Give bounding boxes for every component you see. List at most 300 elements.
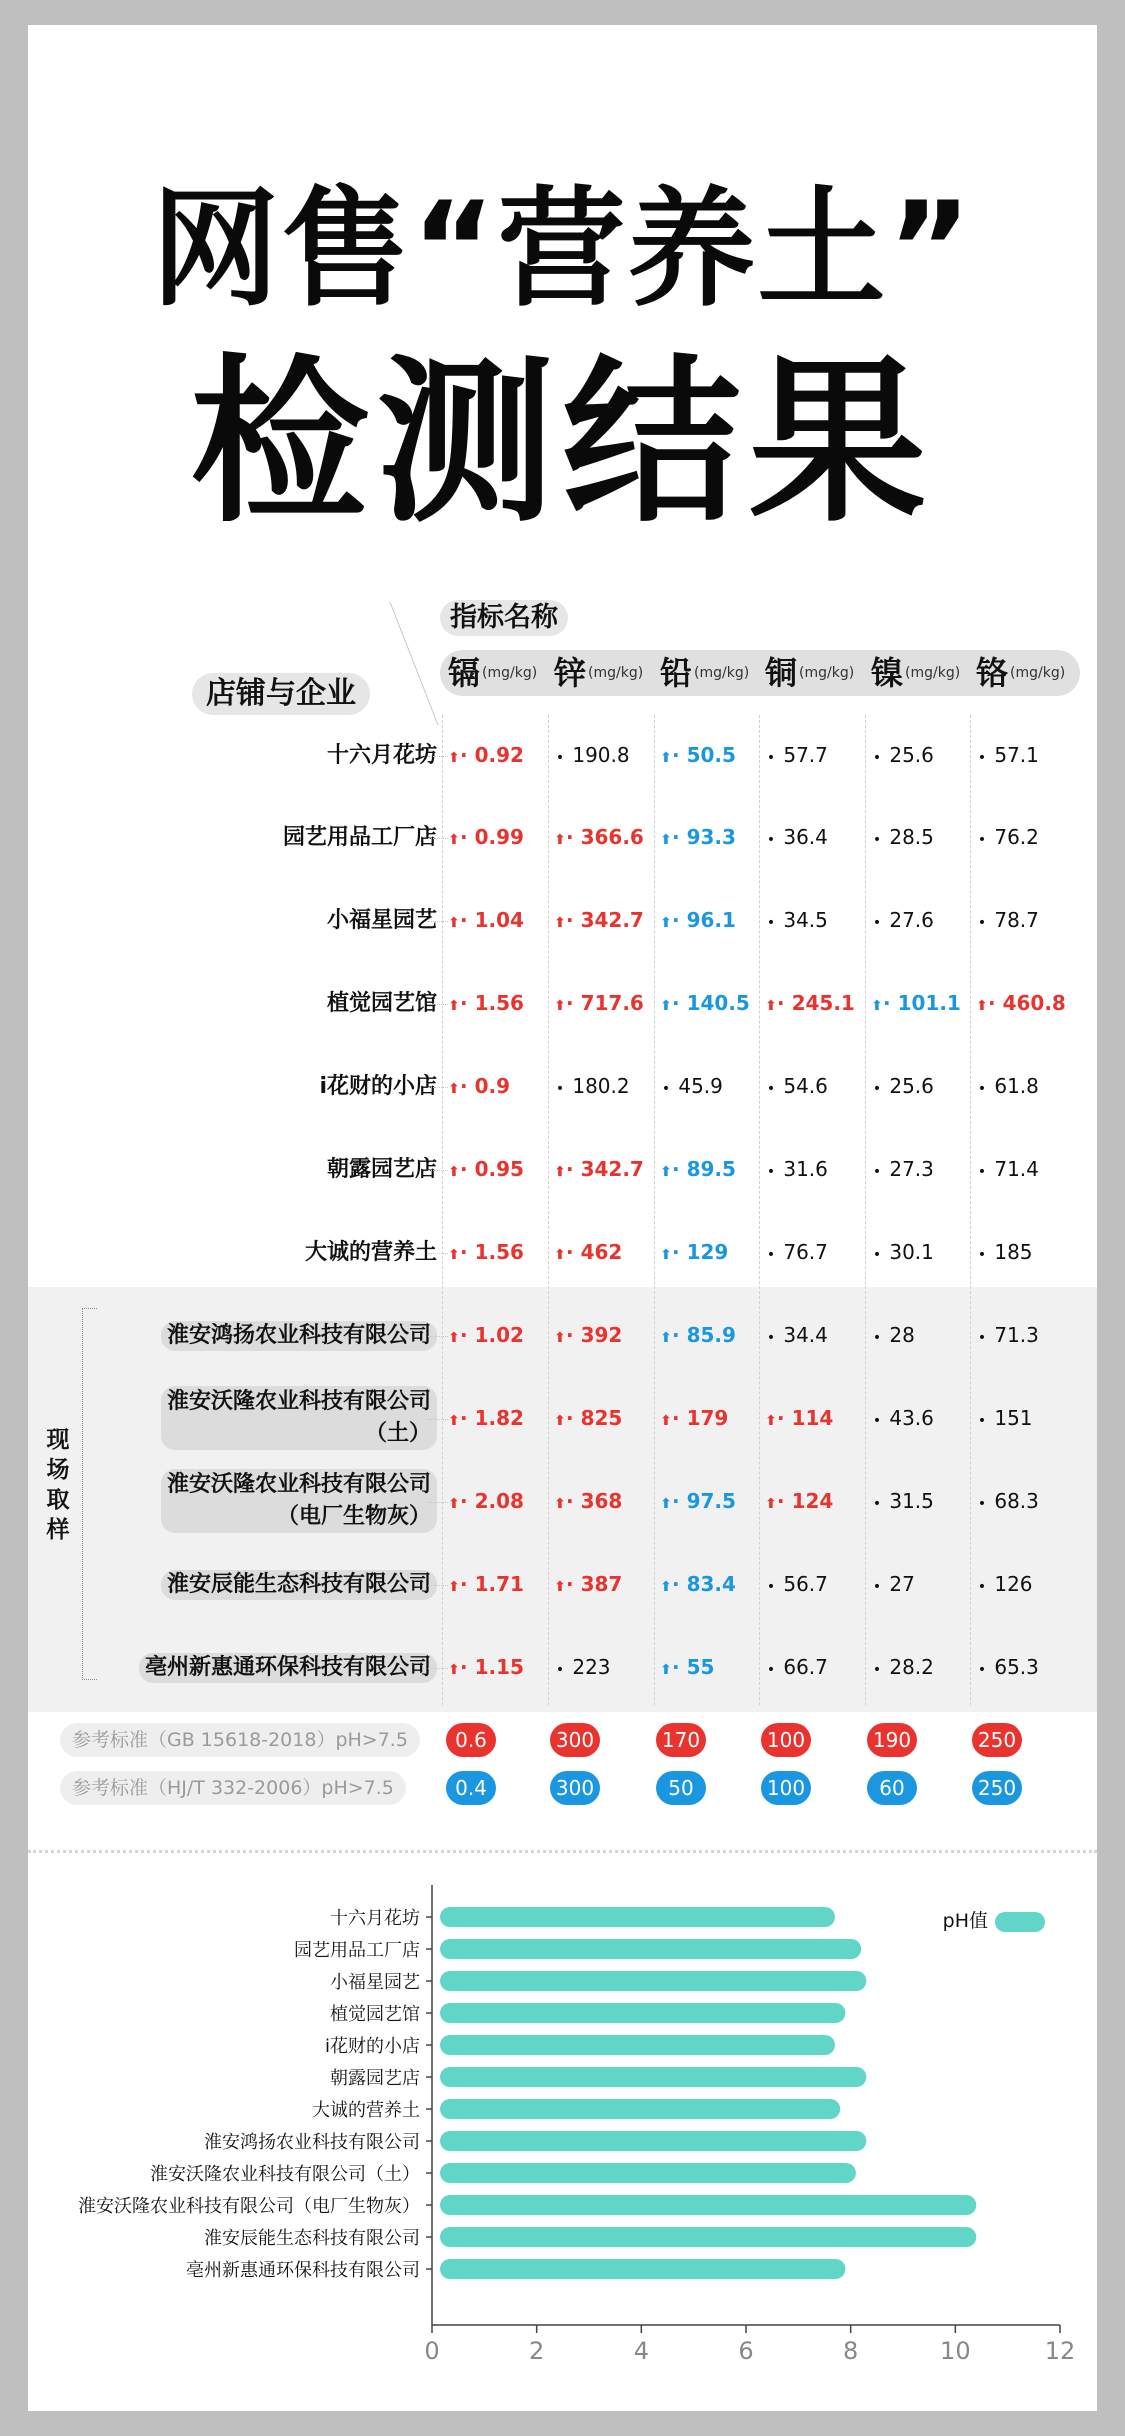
ph-bar: [440, 2035, 835, 2055]
unit-label: (mg/kg): [482, 665, 538, 681]
up-arrow-icon: ⬆: [448, 915, 460, 931]
value-text: 65.3: [988, 1655, 1039, 1679]
row-leader: [428, 921, 448, 922]
category-label: 朝露园艺店: [330, 2068, 420, 2089]
value-text: 56.7: [777, 1572, 828, 1596]
up-arrow-icon: ⬆: [448, 998, 460, 1014]
column-header-cadmium: [448, 653, 537, 693]
infographic-card: [28, 25, 1097, 2411]
value-cell-chromium: [976, 823, 1097, 854]
value-cell-zinc: ⬆· 368: [554, 1487, 684, 1518]
value-text: 717.6: [573, 991, 644, 1015]
value-text: 185: [988, 1240, 1033, 1264]
value-text: 1.04: [467, 908, 524, 932]
x-tick-label: 4: [633, 2337, 649, 2365]
row-leader: [428, 1087, 448, 1088]
value-cell-zinc: ⬆· 342.7: [554, 906, 684, 937]
value-text: 462: [573, 1240, 623, 1264]
row-name-line1: 小福星园艺: [326, 908, 437, 933]
column-guide: [759, 715, 760, 1705]
value-cell-chromium: [976, 906, 1097, 937]
unit-label: (mg/kg): [905, 665, 961, 681]
title-line1: 网售“营养土”: [151, 175, 974, 324]
value-cell-cadmium: ⬆· 0.99: [448, 823, 578, 854]
category-label: 淮安辰能生态科技有限公司: [204, 2228, 420, 2249]
standard-gb-label: 参考标准（GB 15618-2018）pH>7.5: [60, 1723, 420, 1757]
standard-value-lead: 50: [656, 1771, 706, 1805]
up-arrow-icon: ⬆: [660, 1164, 672, 1180]
value-text: 1.56: [467, 1240, 524, 1264]
value-text: 460.8: [995, 991, 1066, 1015]
value-text: 0.9: [467, 1074, 511, 1098]
value-cell-cadmium: ⬆· 2.08: [448, 1487, 578, 1518]
row-leader: [428, 1170, 448, 1171]
x-tick-label: 10: [940, 2337, 971, 2365]
up-arrow-icon: ⬆: [448, 1413, 460, 1429]
value-cell-lead: ⬆· 129: [660, 1238, 790, 1269]
ph-bar: [440, 2131, 866, 2151]
value-text: 114: [784, 1406, 834, 1430]
standard-value-nickel: 60: [867, 1771, 917, 1805]
bullet-icon: •: [977, 1330, 987, 1346]
element-name: 铬: [976, 654, 1009, 692]
standard-value-chromium: 250: [972, 1723, 1022, 1757]
column-guide: [442, 715, 443, 1705]
value-cell-copper: ⬆· 124: [765, 1487, 895, 1518]
value-cell-chromium: [976, 1238, 1097, 1269]
value-cell-cadmium: ⬆· 1.82: [448, 1404, 578, 1435]
value-cell-chromium: [976, 1653, 1097, 1684]
value-cell-zinc: ⬆· 717.6: [554, 989, 684, 1020]
value-text: 57.1: [988, 743, 1039, 767]
column-guide: [865, 715, 866, 1705]
row-name: [161, 1469, 437, 1533]
value-text: 71.3: [988, 1323, 1039, 1347]
bullet-icon: •: [977, 750, 987, 766]
row-name-line1: 亳州新惠通环保科技有限公司: [144, 1655, 431, 1680]
row-name: [327, 989, 437, 1019]
bullet-icon: •: [872, 1496, 882, 1512]
element-name: 铅: [660, 654, 693, 692]
up-arrow-icon: ⬆: [554, 1164, 566, 1180]
up-arrow-icon: ⬆: [765, 998, 777, 1014]
value-text: 1.56: [467, 991, 524, 1015]
column-header-nickel: [871, 653, 960, 693]
bullet-icon: •: [766, 1081, 776, 1097]
value-cell-chromium: [976, 741, 1097, 772]
value-text: 28.2: [883, 1655, 934, 1679]
up-arrow-icon: ⬆: [660, 915, 672, 931]
value-text: 61.8: [988, 1074, 1039, 1098]
value-cell-cadmium: ⬆· 1.56: [448, 1238, 578, 1269]
value-text: 89.5: [679, 1157, 736, 1181]
row-name-line1: 淮安沃隆农业科技有限公司: [166, 1472, 431, 1497]
category-label: 大诚的营养土: [312, 2100, 420, 2121]
value-text: 25.6: [883, 1074, 934, 1098]
value-text: 0.95: [467, 1157, 524, 1181]
up-arrow-icon: ⬆: [660, 1662, 672, 1678]
up-arrow-icon: ⬆: [660, 1496, 672, 1512]
value-text: 387: [573, 1572, 623, 1596]
ph-bar: [440, 2099, 840, 2119]
up-arrow-icon: ⬆: [765, 1413, 777, 1429]
up-arrow-icon: ⬆: [554, 915, 566, 931]
up-arrow-icon: ⬆: [448, 1247, 460, 1263]
value-cell-lead: ⬆· 89.5: [660, 1155, 790, 1186]
x-tick-label: 2: [529, 2337, 545, 2365]
store-header: 店铺与企业: [192, 673, 370, 715]
unit-label: (mg/kg): [799, 665, 855, 681]
value-text: 392: [573, 1323, 623, 1347]
bullet-icon: •: [766, 1579, 776, 1595]
row-leader: [428, 1668, 448, 1669]
bullet-icon: •: [977, 1496, 987, 1512]
indicator-header: 指标名称: [440, 600, 568, 636]
value-cell-zinc: ⬆· 366.6: [554, 823, 684, 854]
value-cell-chromium: [976, 1487, 1097, 1518]
value-cell-lead: ⬆· 97.5: [660, 1487, 790, 1518]
row-leader: [428, 1253, 448, 1254]
value-text: 151: [988, 1406, 1033, 1430]
value-text: 28.5: [883, 825, 934, 849]
bullet-icon: •: [977, 1579, 987, 1595]
value-text: 368: [573, 1489, 623, 1513]
bullet-icon: •: [766, 750, 776, 766]
row-name-line1: 大诚的营养土: [304, 1240, 437, 1265]
value-cell-chromium: ⬆· 460.8: [976, 989, 1097, 1020]
value-text: 96.1: [679, 908, 736, 932]
element-name: 铜: [765, 654, 798, 692]
value-cell-cadmium: ⬆· 1.15: [448, 1653, 578, 1684]
value-cell-lead: ⬆· 83.4: [660, 1570, 790, 1601]
row-name: [305, 1238, 437, 1268]
bullet-icon: •: [977, 1662, 987, 1678]
value-cell-cadmium: ⬆· 1.56: [448, 989, 578, 1020]
value-cell-chromium: [976, 1321, 1097, 1352]
standard-value-zinc: 300: [550, 1771, 600, 1805]
value-text: 57.7: [777, 743, 828, 767]
up-arrow-icon: ⬆: [554, 1330, 566, 1346]
value-cell-chromium: [976, 1072, 1097, 1103]
value-text: 1.15: [467, 1655, 524, 1679]
row-name-line1: 十六月花坊: [326, 743, 437, 768]
column-guide: [654, 715, 655, 1705]
row-name: [161, 1570, 437, 1600]
bullet-icon: •: [555, 1081, 565, 1097]
row-leader: [428, 1004, 448, 1005]
value-text: 66.7: [777, 1655, 828, 1679]
row-name: [319, 1072, 437, 1102]
value-text: 43.6: [883, 1406, 934, 1430]
value-text: 342.7: [573, 1157, 644, 1181]
value-text: 1.02: [467, 1323, 524, 1347]
bullet-icon: •: [977, 1413, 987, 1429]
up-arrow-icon: ⬆: [660, 1247, 672, 1263]
value-cell-cadmium: ⬆· 1.04: [448, 906, 578, 937]
value-text: 245.1: [784, 991, 855, 1015]
value-cell-chromium: [976, 1404, 1097, 1435]
ph-bar: [440, 1907, 835, 1927]
row-leader: [428, 1419, 448, 1420]
up-arrow-icon: ⬆: [660, 1579, 672, 1595]
bullet-icon: •: [766, 1662, 776, 1678]
row-name-line1: 淮安辰能生态科技有限公司: [166, 1572, 431, 1597]
value-text: 54.6: [777, 1074, 828, 1098]
value-cell-lead: ⬆· 140.5: [660, 989, 790, 1020]
category-label: 园艺用品工厂店: [294, 1940, 420, 1961]
standard-value-cadmium: 0.6: [446, 1723, 496, 1757]
standard-value-nickel: 190: [867, 1723, 917, 1757]
row-name: [161, 1386, 437, 1450]
value-text: 97.5: [679, 1489, 736, 1513]
up-arrow-icon: ⬆: [554, 1496, 566, 1512]
value-cell-lead: ⬆· 50.5: [660, 741, 790, 772]
header-diagonal: [388, 600, 448, 740]
up-arrow-icon: ⬆: [660, 1330, 672, 1346]
bullet-icon: •: [766, 1164, 776, 1180]
onsite-bracket: [82, 1308, 97, 1680]
value-cell-zinc: ⬆· 462: [554, 1238, 684, 1269]
value-text: 76.2: [988, 825, 1039, 849]
category-label: 淮安沃隆农业科技有限公司（土）: [150, 2164, 420, 2185]
value-text: 27.6: [883, 908, 934, 932]
value-text: 71.4: [988, 1157, 1039, 1181]
legend-label: pH值: [942, 1910, 988, 1932]
row-leader: [428, 838, 448, 839]
value-text: 78.7: [988, 908, 1039, 932]
category-label: 淮安沃隆农业科技有限公司（电厂生物灰）: [78, 2196, 420, 2217]
value-text: 93.3: [679, 825, 736, 849]
value-text: 342.7: [573, 908, 644, 932]
value-text: 1.71: [467, 1572, 524, 1596]
category-label: 十六月花坊: [330, 1908, 420, 1929]
up-arrow-icon: ⬆: [660, 998, 672, 1014]
ph-bar: [440, 2067, 866, 2087]
value-text: 27: [883, 1572, 915, 1596]
value-text: 25.6: [883, 743, 934, 767]
category-label: 植觉园艺馆: [330, 2004, 420, 2025]
element-name: 镍: [871, 654, 904, 692]
value-cell-zinc: ⬆· 387: [554, 1570, 684, 1601]
value-cell-lead: ⬆· 96.1: [660, 906, 790, 937]
ph-bar: [440, 2003, 845, 2023]
ph-bar: [440, 2227, 976, 2247]
up-arrow-icon: ⬆: [554, 1413, 566, 1429]
value-text: 126: [988, 1572, 1033, 1596]
row-name: [327, 906, 437, 936]
standard-value-chromium: 250: [972, 1771, 1022, 1805]
value-cell-cadmium: ⬆· 0.95: [448, 1155, 578, 1186]
value-cell-chromium: [976, 1155, 1097, 1186]
row-name-line2: （电厂生物灰）: [276, 1504, 431, 1529]
standard-value-copper: 100: [761, 1771, 811, 1805]
row-name-line1: 淮安沃隆农业科技有限公司: [166, 1389, 431, 1414]
element-name: 镉: [448, 654, 481, 692]
legend-swatch: [995, 1912, 1045, 1932]
value-text: 129: [679, 1240, 729, 1264]
up-arrow-icon: ⬆: [976, 998, 988, 1014]
value-cell-chromium: [976, 1570, 1097, 1601]
value-text: 27.3: [883, 1157, 934, 1181]
bullet-icon: •: [766, 1247, 776, 1263]
bullet-icon: •: [977, 1164, 987, 1180]
value-cell-lead: ⬆· 85.9: [660, 1321, 790, 1352]
up-arrow-icon: ⬆: [448, 1496, 460, 1512]
bullet-icon: •: [977, 1247, 987, 1263]
ph-bar: [440, 2195, 976, 2215]
up-arrow-icon: ⬆: [448, 1164, 460, 1180]
category-label: i花财的小店: [324, 2036, 420, 2057]
up-arrow-icon: ⬆: [660, 1413, 672, 1429]
value-text: 2.08: [467, 1489, 524, 1513]
element-name: 锌: [554, 654, 587, 692]
value-text: 50.5: [679, 743, 736, 767]
bullet-icon: •: [766, 1330, 776, 1346]
bullet-icon: •: [872, 750, 882, 766]
x-tick-label: 0: [424, 2337, 440, 2365]
value-text: 0.92: [467, 743, 524, 767]
bullet-icon: •: [977, 915, 987, 931]
up-arrow-icon: ⬆: [448, 1330, 460, 1346]
value-cell-copper: ⬆· 245.1: [765, 989, 895, 1020]
value-text: 179: [679, 1406, 729, 1430]
value-text: 30.1: [883, 1240, 934, 1264]
value-text: 825: [573, 1406, 623, 1430]
value-text: 124: [784, 1489, 834, 1513]
bullet-icon: •: [872, 915, 882, 931]
bullet-icon: •: [872, 1413, 882, 1429]
value-text: 1.82: [467, 1406, 524, 1430]
value-cell-lead: ⬆· 55: [660, 1653, 790, 1684]
up-arrow-icon: ⬆: [448, 832, 460, 848]
row-name: [283, 823, 437, 853]
bullet-icon: •: [977, 1081, 987, 1097]
unit-label: (mg/kg): [1010, 665, 1066, 681]
column-guide: [970, 715, 971, 1705]
bullet-icon: •: [555, 750, 565, 766]
value-text: 190.8: [566, 743, 630, 767]
column-header-zinc: [554, 653, 643, 693]
column-header-chromium: [976, 653, 1065, 693]
up-arrow-icon: ⬆: [448, 1662, 460, 1678]
value-cell-lead: ⬆· 179: [660, 1404, 790, 1435]
value-text: 34.4: [777, 1323, 828, 1347]
row-name: [327, 1155, 437, 1185]
up-arrow-icon: ⬆: [448, 750, 460, 766]
value-cell-lead: ⬆· 93.3: [660, 823, 790, 854]
column-header-copper: [765, 653, 854, 693]
up-arrow-icon: ⬆: [448, 1579, 460, 1595]
value-text: 83.4: [679, 1572, 736, 1596]
value-text: 180.2: [566, 1074, 630, 1098]
row-name: [161, 1321, 437, 1351]
bullet-icon: •: [872, 1164, 882, 1180]
value-text: 31.5: [883, 1489, 934, 1513]
bullet-icon: •: [872, 1662, 882, 1678]
bullet-icon: •: [872, 1579, 882, 1595]
value-text: 223: [566, 1655, 611, 1679]
up-arrow-icon: ⬆: [660, 832, 672, 848]
value-cell-zinc: ⬆· 825: [554, 1404, 684, 1435]
standard-hj-label: 参考标准（HJ/T 332-2006）pH>7.5: [60, 1771, 406, 1805]
bullet-icon: •: [661, 1081, 671, 1097]
bullet-icon: •: [872, 832, 882, 848]
standard-value-cadmium: 0.4: [446, 1771, 496, 1805]
row-leader: [428, 1336, 448, 1337]
unit-label: (mg/kg): [694, 665, 750, 681]
value-text: 34.5: [777, 908, 828, 932]
row-name-line1: 园艺用品工厂店: [282, 825, 437, 850]
column-guide: [548, 715, 549, 1705]
standard-value-copper: 100: [761, 1723, 811, 1757]
row-name-line2: （土）: [364, 1421, 431, 1446]
x-tick-label: 12: [1044, 2337, 1076, 2365]
value-cell-cadmium: ⬆· 1.71: [448, 1570, 578, 1601]
value-text: 28: [883, 1323, 915, 1347]
value-cell-copper: ⬆· 114: [765, 1404, 895, 1435]
value-text: 85.9: [679, 1323, 736, 1347]
row-name-line1: 朝露园艺店: [326, 1157, 437, 1182]
up-arrow-icon: ⬆: [871, 998, 883, 1014]
bullet-icon: •: [872, 1330, 882, 1346]
x-tick-label: 8: [843, 2337, 859, 2365]
up-arrow-icon: ⬆: [554, 1579, 566, 1595]
row-leader: [428, 1585, 448, 1586]
bullet-icon: •: [766, 832, 776, 848]
column-header-lead: [660, 653, 749, 693]
row-name-line1: 淮安鸿扬农业科技有限公司: [166, 1323, 431, 1348]
bullet-icon: •: [872, 1247, 882, 1263]
value-cell-cadmium: ⬆· 0.9: [448, 1072, 578, 1103]
up-arrow-icon: ⬆: [554, 998, 566, 1014]
standard-value-zinc: 300: [550, 1723, 600, 1757]
category-label: 亳州新惠通环保科技有限公司: [186, 2260, 420, 2281]
up-arrow-icon: ⬆: [554, 832, 566, 848]
row-leader: [428, 1502, 448, 1503]
value-cell-zinc: ⬆· 342.7: [554, 1155, 684, 1186]
value-text: 68.3: [988, 1489, 1039, 1513]
ph-bar: [440, 2259, 845, 2279]
value-cell-cadmium: ⬆· 0.92: [448, 741, 578, 772]
up-arrow-icon: ⬆: [660, 750, 672, 766]
up-arrow-icon: ⬆: [554, 1247, 566, 1263]
row-name-line1: i花财的小店: [319, 1074, 437, 1099]
title-line2: 检测结果: [190, 339, 935, 546]
value-text: 101.1: [890, 991, 961, 1015]
value-cell-zinc: ⬆· 392: [554, 1321, 684, 1352]
bullet-icon: •: [555, 1662, 565, 1678]
value-text: 76.7: [777, 1240, 828, 1264]
value-text: 45.9: [672, 1074, 723, 1098]
value-text: 31.6: [777, 1157, 828, 1181]
onsite-sampling-label: 现场取样: [46, 1427, 70, 1543]
ph-bar: [440, 1971, 866, 1991]
bullet-icon: •: [766, 915, 776, 931]
unit-label: (mg/kg): [588, 665, 644, 681]
category-label: 小福星园艺: [330, 1972, 420, 1993]
standard-value-lead: 170: [656, 1723, 706, 1757]
row-name-line1: 植觉园艺馆: [326, 991, 437, 1016]
ph-bar-chart: [28, 1885, 1097, 2405]
row-name: [139, 1653, 437, 1683]
value-text: 36.4: [777, 825, 828, 849]
bullet-icon: •: [977, 832, 987, 848]
up-arrow-icon: ⬆: [765, 1496, 777, 1512]
ph-bar: [440, 2163, 856, 2183]
row-name: [327, 741, 437, 771]
row-leader: [428, 756, 448, 757]
value-text: 0.99: [467, 825, 524, 849]
